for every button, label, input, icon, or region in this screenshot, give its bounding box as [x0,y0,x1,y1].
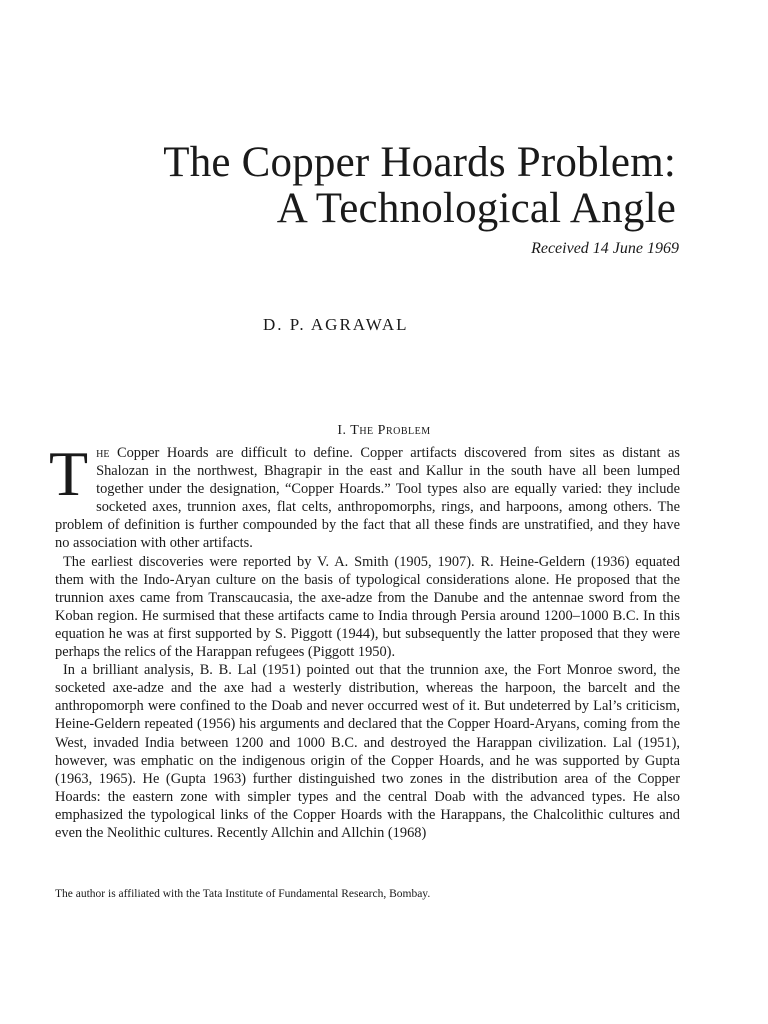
paragraph-2: The earliest discoveries were reported by V. A. Smith (1905, 1907). R. Heine-Geldern (1936) equated them with the Indo-Aryan culture on the basis of typological considerations alone. He proposed that the trunnion axes came from Transcaucasia, the axe-adze from the Danube and the antennae sword from the Koban region. He surmised that these artifacts came to India through Persia around 1200–1000 B.C. In this equation he was at first supported by S. Piggott (1944), but subsequently the latter proposed that they were perhaps the relics of the Harappan refugees (Piggott 1950). [55,553,680,661]
received-date: Received 14 June 1969 [531,240,679,257]
paragraph-1-lead: he [96,445,110,461]
paragraph-1-text: Copper Hoards are difficult to define. Copper artifacts discovered from sites as distant as Shalozan in the northwest, Bhagrapir in the east and Kallur in the south have all been lumped together under the designation, “Copper Hoards.” Tool types also are equally varied: they include socketed axes, trunnion axes, flat celts, anthropomorphs, rings, and harpoons, among others. The problem of definition is further compounded by the fact that all these finds are unstratified, and they have no association with other artifacts. [55,445,680,552]
article-body [49,438,680,842]
section-heading: I. The Problem [337,423,431,438]
article-title-line-2: A Technological Angle [276,185,676,232]
paragraph-1 [49,438,680,553]
paragraph-3: In a brilliant analysis, B. B. Lal (1951) pointed out that the trunnion axe, the Fort Monroe sword, the socketed axe-adze and the axe had a westerly distribution, whereas the harpoon, the barcelt and the anthropomorph were confined to the Doab and never occurred west of it. But undeterred by Lal’s criticism, Heine-Geldern repeated (1956) his arguments and declared that the Copper Hoard-Aryans, coming from the West, invaded India between 1200 and 1000 B.C. and destroyed the Harappan civilization. Lal (1951), however, was emphatic on the indigenous origin of the Copper Hoards, and he was supported by Gupta (1963, 1965). He (Gupta 1963) further distinguished two zones in the distribution area of the Copper Hoards: the eastern zone with simpler types and the central Doab with the advanced types. He also emphasized the typological links of the Copper Hoards with the Harappans, the Chalcolithic cultures and even the Neolithic cultures. Recently Allchin and Allchin (1968) [55,662,680,841]
article-title-line-1: The Copper Hoards Problem: [163,139,676,186]
author-affiliation-footnote: The author is affiliated with the Tata Institute of Fundamental Research, Bombay. [55,888,431,900]
drop-cap: T [49,438,89,509]
author-name: D. P. AGRAWAL [263,315,409,334]
